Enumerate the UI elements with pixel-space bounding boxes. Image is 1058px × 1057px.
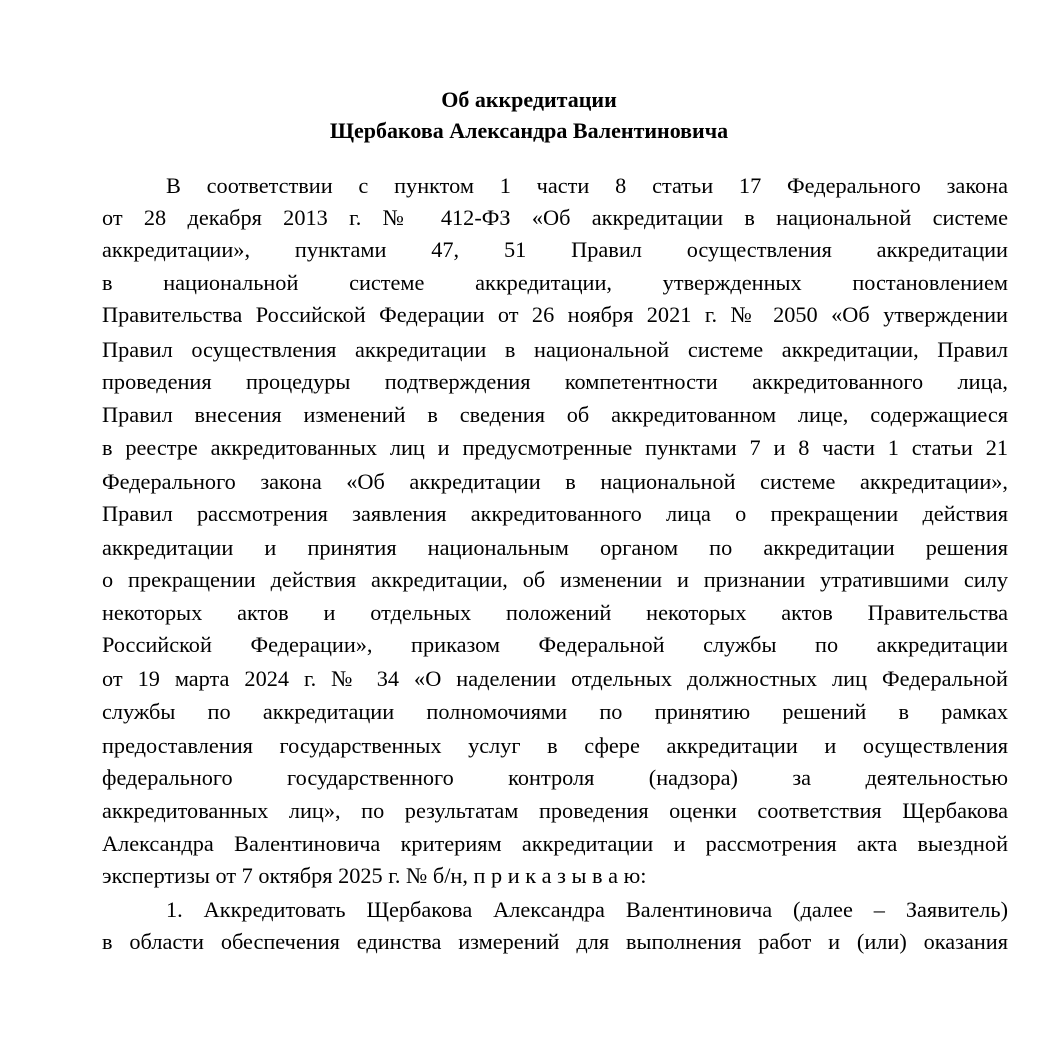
- paragraph-line: в реестре аккредитованных лиц и предусмотренные пунктами 7 и 8 части 1 статьи 21: [102, 435, 1008, 460]
- document-title: Об аккредитации: [441, 87, 617, 112]
- paragraph-line: Федерального закона «Об аккредитации в национальной системе аккредитации»,: [102, 469, 1008, 494]
- paragraph-line: Александра Валентиновича критериям аккредитации и рассмотрения акта выездной: [102, 831, 1008, 856]
- document-subtitle: Щербакова Александра Валентиновича: [329, 118, 729, 143]
- paragraph-line: от 28 декабря 2013 г. № 412-ФЗ «Об аккредитации в национальной системе: [102, 205, 1008, 230]
- paragraph-line: проведения процедуры подтверждения компетентности аккредитованного лица,: [102, 369, 1008, 394]
- paragraph-line: от 19 марта 2024 г. № 34 «О наделении отдельных должностных лиц Федеральной: [102, 666, 1008, 691]
- paragraph-line: аккредитации и принятия национальным органом по аккредитации решения: [102, 535, 1008, 560]
- paragraph-line: службы по аккредитации полномочиями по принятию решений в рамках: [102, 699, 1008, 724]
- paragraph-line: Правительства Российской Федерации от 26 ноября 2021 г. № 2050 «Об утверждении: [102, 302, 1008, 327]
- paragraph-line: В соответствии с пунктом 1 части 8 статьи 17 Федерального закона: [166, 173, 1008, 198]
- paragraph-line: в национальной системе аккредитации, утвержденных постановлением: [102, 270, 1008, 295]
- paragraph-line: аккредитации», пунктами 47, 51 Правил осуществления аккредитации: [102, 237, 1008, 262]
- paragraph-line: Российской Федерации», приказом Федеральной службы по аккредитации: [102, 632, 1008, 657]
- paragraph-line: федерального государственного контроля (надзора) за деятельностью: [102, 765, 1008, 790]
- paragraph-line: Правил осуществления аккредитации в национальной системе аккредитации, Правил: [102, 337, 1008, 362]
- paragraph-line: предоставления государственных услуг в сфере аккредитации и осуществления: [102, 733, 1008, 758]
- paragraph-line: экспертизы от 7 октября 2025 г. № б/н, п р и к а з ы в а ю:: [102, 863, 647, 888]
- paragraph-line: о прекращении действия аккредитации, об изменении и признании утратившими силу: [102, 567, 1008, 592]
- paragraph-line: 1. Аккредитовать Щербакова Александра Валентиновича (далее – Заявитель): [166, 897, 1008, 922]
- paragraph-line: Правил рассмотрения заявления аккредитованного лица о прекращении действия: [102, 501, 1008, 526]
- paragraph-line: в области обеспечения единства измерений для выполнения работ и (или) оказания: [102, 929, 1008, 954]
- paragraph-line: некоторых актов и отдельных положений некоторых актов Правительства: [102, 600, 1008, 625]
- paragraph-line: аккредитованных лиц», по результатам проведения оценки соответствия Щербакова: [102, 798, 1008, 823]
- paragraph-line: Правил внесения изменений в сведения об аккредитованном лице, содержащиеся: [102, 402, 1008, 427]
